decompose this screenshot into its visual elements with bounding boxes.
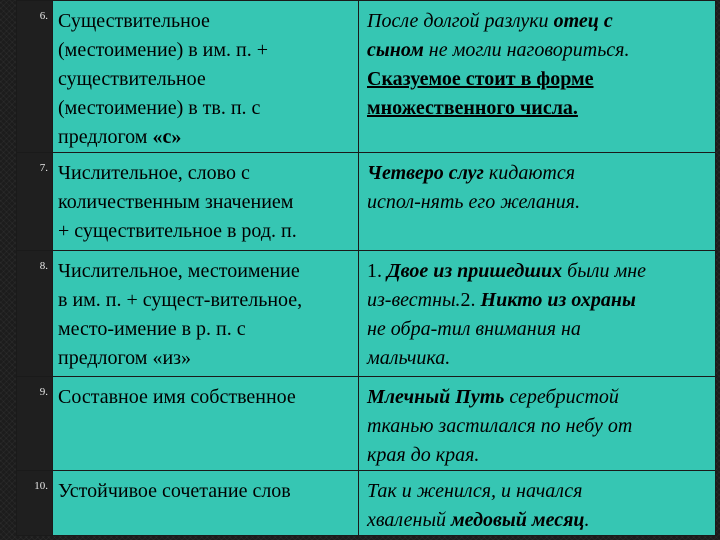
rule-line: Сказуемое стоит в форме: [367, 68, 594, 90]
definition-line: Существительное: [58, 10, 210, 32]
example-text: из-вестны.: [367, 289, 461, 311]
example-line: [367, 506, 711, 535]
example-cell: [359, 251, 716, 377]
example-cell: [359, 471, 716, 536]
definition-bold-text: «с»: [152, 126, 182, 148]
example-line: не обра-тил внимания на: [367, 318, 581, 340]
example-line: [367, 36, 711, 65]
definition-line: в им. п. + сущест-вительное,: [58, 289, 303, 311]
table-row: [17, 1, 716, 153]
example-bold-text: Четверо слуг: [367, 162, 484, 184]
table-row: [17, 153, 716, 251]
row-number: 6.: [39, 10, 48, 22]
table-row: [17, 251, 716, 377]
row-number-cell: [17, 251, 53, 377]
definition-line: существительное: [58, 68, 206, 90]
row-number: 10.: [34, 480, 48, 492]
row-number-cell: [17, 1, 53, 153]
definition-line: + существительное в род. п.: [58, 220, 297, 242]
example-text: После долгой разлуки: [367, 10, 554, 32]
example-number: 1.: [367, 260, 387, 282]
row-number: 9.: [39, 386, 48, 398]
definition-cell: [53, 471, 359, 536]
definition-cell: [53, 251, 359, 377]
example-line: Так и женился, и начался: [367, 480, 583, 502]
example-text: были мне: [562, 260, 647, 282]
definition-text: предлогом: [58, 126, 153, 148]
definition-line: [58, 123, 354, 152]
definition-line: количественным значением: [58, 191, 294, 213]
table-row: [17, 377, 716, 471]
example-line: [367, 257, 711, 286]
example-bold-text: Млечный Путь: [367, 386, 505, 408]
example-line: испол-нять его желания.: [367, 191, 581, 213]
grammar-table: [16, 0, 716, 536]
definition-line: (местоимение) в тв. п. с: [58, 97, 261, 119]
example-line: [367, 7, 711, 36]
rule-line: множественного числа.: [367, 97, 578, 119]
example-bold-text: Двое из пришедших: [387, 260, 563, 282]
example-text: .: [584, 509, 590, 531]
example-cell: [359, 377, 716, 471]
definition-line: Составное имя собственное: [58, 386, 296, 408]
example-number: 2.: [460, 289, 481, 311]
definition-cell: [53, 377, 359, 471]
row-number: 8.: [39, 260, 48, 272]
definition-line: Устойчивое сочетание слов: [58, 480, 291, 502]
definition-line: Числительное, местоимение: [58, 260, 300, 282]
definition-cell: [53, 153, 359, 251]
example-line: мальчика.: [367, 347, 451, 369]
example-bold-text: отец с: [553, 10, 613, 32]
table-row: [17, 471, 716, 536]
example-line: тканью застилался по небу от: [367, 415, 633, 437]
example-cell: [359, 153, 716, 251]
definition-line: место-имение в р. п. с: [58, 318, 246, 340]
definition-line: Числительное, слово с: [58, 162, 250, 184]
definition-cell: [53, 1, 359, 153]
example-bold-text: сыном: [367, 39, 424, 61]
example-text: кидаются: [483, 162, 576, 184]
example-cell: [359, 1, 716, 153]
row-number-cell: [17, 153, 53, 251]
example-bold-text: медовый месяц: [450, 509, 585, 531]
example-line: края до края.: [367, 444, 480, 466]
example-text: серебристой: [504, 386, 619, 408]
row-number-cell: [17, 377, 53, 471]
example-line: [367, 383, 711, 412]
row-number-cell: [17, 471, 53, 536]
definition-line: предлогом «из»: [58, 347, 192, 369]
example-text: не могли наговориться.: [423, 39, 630, 61]
example-text: хваленый: [367, 509, 451, 531]
example-bold-text: Никто из охраны: [480, 289, 636, 311]
row-number: 7.: [39, 162, 48, 174]
definition-line: (местоимение) в им. п. +: [58, 39, 269, 61]
example-line: [367, 286, 711, 315]
example-line: [367, 159, 711, 188]
